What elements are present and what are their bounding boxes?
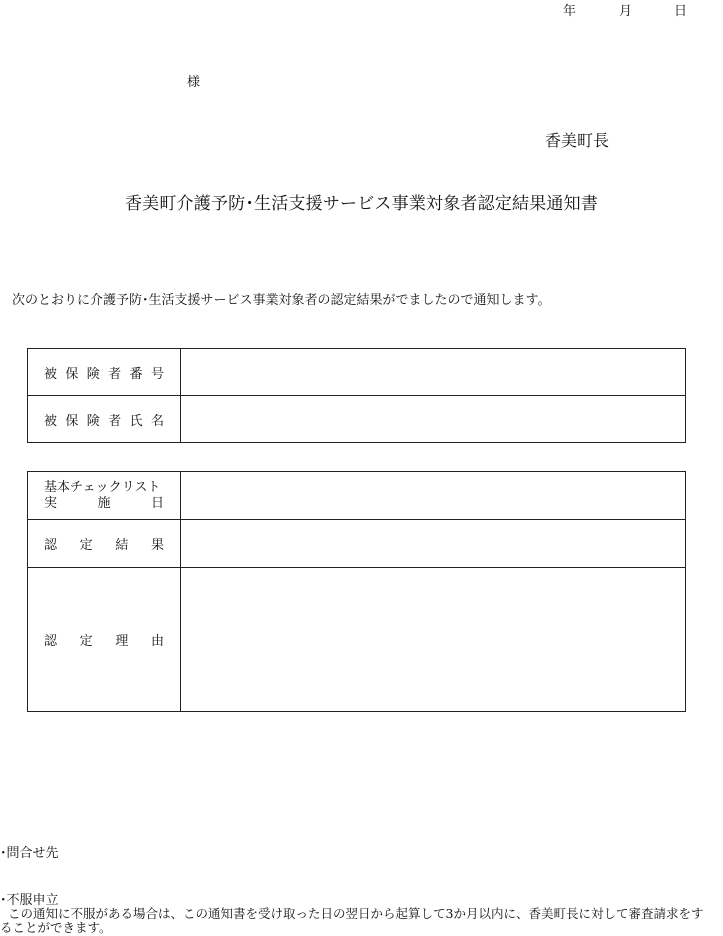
date-day-label: 日: [674, 4, 688, 19]
checklist-date-field[interactable]: [181, 472, 686, 520]
certification-reason-field[interactable]: [181, 568, 686, 712]
appeal-text-line1: この通知に不服がある場合は、この通知書を受け取った日の翌日から起算して3か月以内に、香美町長に対して審査請求をす: [8, 906, 704, 921]
appeal-heading: ･不服申立: [0, 893, 59, 908]
insured-person-table: [27, 348, 686, 443]
certification-result-table: [27, 471, 686, 712]
insured-name-label: 被 保 険 者 氏 名: [28, 396, 181, 443]
recipient-honorific: 様: [187, 75, 201, 90]
insured-number-field[interactable]: [181, 349, 686, 396]
inquiry-heading: ･問合せ先: [0, 846, 59, 861]
date-month-label: 月: [619, 4, 633, 19]
certification-result-field[interactable]: [181, 520, 686, 568]
issuer-name: 香美町長: [545, 131, 610, 150]
document-title: 香美町介護予防･生活支援サービス事業対象者認定結果通知書: [124, 194, 599, 214]
intro-text: 次のとおりに介護予防･生活支援サービス事業対象者の認定結果がでましたので通知します。: [12, 293, 551, 308]
date-year-label: 年: [563, 4, 577, 19]
certification-result-label: 認 定 結 果: [28, 520, 181, 568]
appeal-text-line2: ることができます。: [0, 920, 112, 935]
checklist-date-label: 基本チェックリスト 実 施 日: [28, 472, 181, 520]
insured-name-field[interactable]: [181, 396, 686, 443]
certification-reason-label: 認 定 理 由: [28, 568, 181, 712]
insured-number-label: 被 保 険 者 番 号: [28, 349, 181, 396]
